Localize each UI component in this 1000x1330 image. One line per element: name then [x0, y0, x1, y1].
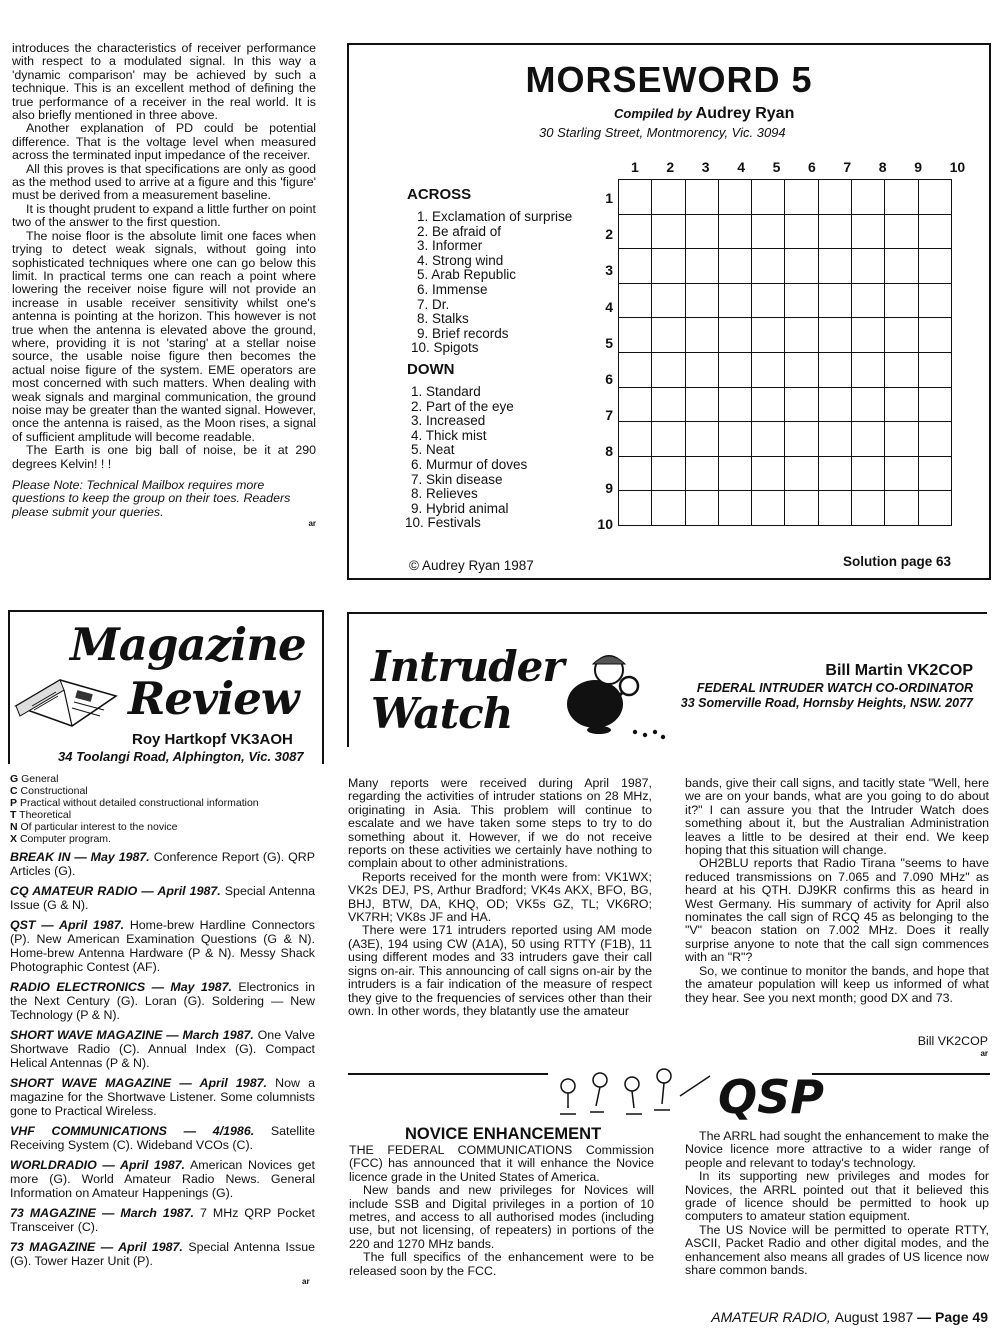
review-entry	[10, 850, 315, 878]
grid-cell[interactable]	[718, 422, 751, 457]
intruder-title-2: Watch	[371, 689, 513, 738]
review-entry-source: CQ AMATEUR RADIO — April 1987.	[10, 884, 221, 898]
grid-column-number: 9	[914, 159, 922, 175]
legend-item	[10, 773, 320, 785]
legend-text: Theoretical	[19, 809, 72, 821]
clue-item: 2. Part of the eye	[411, 398, 514, 414]
grid-cell[interactable]	[785, 456, 818, 491]
grid-cell[interactable]	[685, 491, 718, 526]
morseword-box	[347, 43, 991, 580]
grid-cell[interactable]	[752, 422, 785, 457]
grid-column-number: 4	[737, 159, 745, 175]
legend-code: T	[10, 809, 17, 821]
grid-row-number: 9	[605, 479, 613, 496]
review-address: 34 Toolangi Road, Alphington, Vic. 3087	[58, 749, 304, 764]
grid-cell[interactable]	[885, 318, 918, 353]
intruder-paragraph: There were 171 intruders reported using AM mode (A3E), 194 using CW (A1A), 50 using RTTY (F1B), 11 using different modes and 33 intruders gave their call signs on-air. This announcing of call signs on-air by the intruders is a fair indication of the measure of respect they give to the frequencies of services other than their own. In other words, they blatantly use the amateur	[348, 923, 652, 1018]
grid-cell[interactable]	[918, 180, 951, 215]
review-entry-text: Now a magazine for the Shortwave Listener. Some columnists gone to Practical Wireless.	[10, 1076, 315, 1118]
grid-cell[interactable]	[918, 318, 951, 353]
grid-cell[interactable]	[718, 456, 751, 491]
legend-item	[10, 809, 320, 821]
grid-cell[interactable]	[685, 249, 718, 284]
review-entry-source: 73 MAGAZINE — April 1987.	[10, 1240, 183, 1254]
grid-row-number: 3	[605, 262, 613, 279]
grid-cell[interactable]	[685, 422, 718, 457]
review-entry	[10, 1028, 315, 1070]
grid-cell[interactable]	[752, 352, 785, 387]
review-entry-source: WORLDRADIO — April 1987.	[10, 1158, 185, 1172]
review-legend	[10, 773, 320, 845]
intruder-paragraph: Many reports were received during April 1987, regarding the activities of intruder stations on 28 MHz, originating in Asia. This problem will continue to escalate and we have taken some steps to try to do something about it. However, if we do not receive reports on these activities we certainly have nothing to complain about to other administrations.	[348, 776, 652, 871]
review-entry	[10, 1158, 315, 1200]
grid-cell[interactable]	[652, 491, 685, 526]
legend-item	[10, 785, 320, 797]
grid-cell[interactable]	[818, 249, 851, 284]
footer-date: August 1987	[834, 1309, 914, 1325]
article-paragraph: introduces the characteristics of receiver performance with respect to a modulated signal. In this way a 'dynamic comparison' may be achieved by such a technique. This is an excellent method of defining the true performance of a receiver in the real world. It is also briefly mentioned in three above.	[12, 41, 316, 123]
grid-cell[interactable]	[652, 283, 685, 318]
intruder-paragraph: Reports received for the month were from: VK1WX; VK2s DEJ, PS, Arthur Bradford; VK4s AKX, BFO, BG, BHJ, BTW, DA, KHQ, OD; VK5s GZ, TL; VK6RO; VK7RH; VK8s JF and HA.	[348, 869, 652, 925]
grid-cell[interactable]	[718, 283, 751, 318]
clue-item: 1. Standard	[411, 384, 481, 399]
morseword-title: MORSEWORD 5	[525, 59, 813, 100]
review-entry-source: 73 MAGAZINE — March 1987.	[10, 1206, 194, 1220]
grid-cell[interactable]	[652, 249, 685, 284]
grid-cell[interactable]	[685, 180, 718, 215]
grid-cell[interactable]	[785, 180, 818, 215]
grid-cell[interactable]	[785, 387, 818, 422]
review-entry	[10, 980, 315, 1022]
grid-cell[interactable]	[652, 352, 685, 387]
grid-cell[interactable]	[885, 180, 918, 215]
review-entry-source: RADIO ELECTRONICS — May 1987.	[10, 980, 232, 994]
mailbox-note: Please Note: Technical Mailbox requires more questions to keep the group on their toes. Readers please submit your queries.	[12, 478, 291, 519]
grid-cell[interactable]	[818, 180, 851, 215]
compiler-name: Audrey Ryan	[695, 105, 795, 122]
grid-cell[interactable]	[619, 318, 652, 353]
grid-cell[interactable]	[718, 214, 751, 249]
morseword-copyright: © Audrey Ryan 1987	[409, 558, 534, 573]
grid-cell[interactable]	[652, 422, 685, 457]
article-paragraph: Another explanation of PD could be potential difference. That is the voltage level when measured across the terminated input impedance of the receiver.	[12, 121, 316, 163]
legend-code: G	[10, 773, 19, 785]
grid-column-numbers	[619, 159, 979, 179]
grid-cell[interactable]	[718, 491, 751, 526]
grid-row-number: 10	[597, 515, 613, 532]
grid-cell[interactable]	[785, 283, 818, 318]
intruder-paragraph: bands, give their call signs, and tacitly state "Well, here we are on your bands, what are you going to do about it?" I can assure you that the Intruder Watch does something about it, but the Australian Administration leaves a little to be desired at their end. We keep hoping that this situation will change.	[685, 776, 989, 858]
magazine-review-title-2: Review	[128, 672, 299, 725]
review-entry-source: SHORT WAVE MAGAZINE — March 1987.	[10, 1028, 254, 1042]
page-footer	[711, 1309, 988, 1325]
grid-cell[interactable]	[818, 283, 851, 318]
footer-magazine: AMATEUR RADIO,	[711, 1309, 831, 1325]
magazine-review-header	[8, 610, 324, 764]
clue-item: 8. Relieves	[411, 486, 478, 502]
grid-column-number: 8	[878, 159, 887, 175]
grid-cell[interactable]	[885, 283, 918, 318]
grid-column-number: 3	[701, 159, 710, 175]
grid-cell[interactable]	[685, 456, 718, 491]
review-entry-text: Special Antenna Issue (G). Tower Hazer Unit (P).	[10, 1240, 315, 1268]
review-entry-text: 7 MHz QRP Pocket Transceiver (C).	[10, 1206, 315, 1234]
grid-cell[interactable]	[852, 214, 885, 249]
clue-item: 7. Dr.	[417, 296, 450, 312]
grid-cell[interactable]	[918, 491, 951, 526]
grid-cell[interactable]	[619, 387, 652, 422]
legend-item	[10, 797, 320, 809]
grid-cell[interactable]	[685, 352, 718, 387]
grid-cell[interactable]	[818, 214, 851, 249]
clue-item: 1. Exclamation of surprise	[417, 209, 573, 224]
review-entry	[10, 884, 315, 912]
clue-item: 2. Be afraid of	[417, 223, 502, 239]
grid-row-number: 1	[605, 190, 613, 206]
qsp-rule-right	[812, 1073, 990, 1075]
grid-cell[interactable]	[918, 283, 951, 318]
grid-cell[interactable]	[852, 352, 885, 387]
intruder-title-1: Intruder	[371, 642, 564, 691]
qsp-heading: NOVICE ENHANCEMENT	[405, 1125, 602, 1143]
intruder-watch-header	[347, 612, 987, 747]
article-paragraph: All this proves is that specifications are only as good as the method used to arrive at a figure and this 'figure' must be derived from a measurement baseline.	[12, 161, 316, 203]
grid-cell[interactable]	[685, 214, 718, 249]
grid-cell[interactable]	[718, 318, 751, 353]
intruder-column-2	[685, 777, 989, 1005]
grid-cell[interactable]	[718, 249, 751, 284]
review-entry-text: Satellite Receiving System (C). Wideband VCOs (C).	[10, 1124, 315, 1152]
review-entry-text: Electronics in the Next Century (G). Loran (G). Soldering — New Technology (P & N).	[10, 980, 315, 1022]
review-entry-source: BREAK IN — May 1987.	[10, 850, 150, 864]
review-entries	[10, 850, 315, 1274]
intruder-address: 33 Somerville Road, Hornsby Heights, NSW. 2077	[680, 696, 973, 710]
legend-code: X	[10, 833, 18, 845]
grid-cell[interactable]	[652, 318, 685, 353]
intruder-signoff: Bill VK2COP	[917, 1034, 988, 1048]
clue-item: 3. Increased	[411, 413, 486, 429]
grid-cell[interactable]	[885, 491, 918, 526]
grid-cell[interactable]	[619, 352, 652, 387]
grid-cell[interactable]	[619, 456, 652, 491]
grid-column-number: 2	[666, 159, 675, 175]
grid-cell[interactable]	[652, 387, 685, 422]
qsp-paragraph: THE FEDERAL COMMUNICATIONS Commission (FCC) has announced that it will enhance the Novice licence grade in the United States of America.	[349, 1143, 654, 1184]
clue-item: 8. Stalks	[417, 311, 469, 327]
clue-item: 6. Murmur of doves	[411, 456, 528, 472]
review-entry	[10, 1124, 315, 1152]
qsp-paragraph: The full specifics of the enhancement were to be released soon by the FCC.	[349, 1250, 654, 1278]
grid-cell[interactable]	[885, 456, 918, 491]
grid-cell[interactable]	[718, 387, 751, 422]
legend-code: N	[10, 821, 18, 833]
grid-cell[interactable]	[652, 214, 685, 249]
review-entry-text: Special Antenna Issue (G & N).	[10, 884, 316, 912]
clue-item: 4. Strong wind	[417, 252, 504, 268]
intruder-column-1	[348, 777, 652, 1018]
grid-cell[interactable]	[619, 214, 652, 249]
qsp-logo: QSP	[718, 1070, 824, 1124]
grid-column-number: 7	[843, 159, 852, 175]
legend-text: Of particular interest to the novice	[20, 821, 178, 833]
legend-code: C	[10, 785, 18, 797]
review-entry	[10, 1240, 315, 1268]
intruder-paragraph: So, we continue to monitor the bands, and hope that the amateur population will keep us informed of what they hear. See you next month; good DX and 73.	[685, 963, 989, 1005]
grid-cell[interactable]	[785, 352, 818, 387]
grid-cell[interactable]	[718, 352, 751, 387]
review-entry-source: QST — April 1987.	[10, 918, 125, 932]
intruder-paragraph: OH2BLU reports that Radio Tirana "seems to have reduced transmissions on 7.065 and 7.090 MHz" as heard at his QTH. DJ9KR confirms this as heard in West Germany. His summary of activity for April also nominates the call sign of RCQ 45 as belonging to the "V" beacon station on 7.002 MHz. Does it really surprise anyone to note that the call sign commences with an "R"?	[685, 856, 989, 965]
grid-cell[interactable]	[785, 214, 818, 249]
grid-cell[interactable]	[918, 249, 951, 284]
article-paragraph: The noise floor is the absolute limit one faces when trying to detect weak signals, without going into sophisticated techniques where one can go below this limit. In practical terms one can reach a point where lowering the receiver noise figure will not provide an increase in usable receiver sensitivity whilst one's antenna is pointing at the horizon. This however is not true when the antenna is elevated above the ground, where, providing it is not 'staring' at a stellar noise source, the usable noise figure then becomes the actual noise figure of the system. EME operators are most concerned with such matters. When dealing with weak signals and marginal communication, the ground noise may be greater than the wanted signal. However, once the antenna is raised, as the Moon rises, a signal of sufficient amplitude will become readable.	[12, 228, 316, 444]
grid-cell[interactable]	[752, 318, 785, 353]
intruder-end-mark: ar	[980, 1049, 988, 1058]
clue-item: 9. Hybrid animal	[411, 500, 509, 516]
qsp-column-2	[685, 1130, 989, 1277]
clue-item: 3. Informer	[417, 238, 483, 254]
grid-column-number: 10	[949, 159, 966, 175]
grid-cell[interactable]	[818, 491, 851, 526]
compiled-by	[614, 105, 794, 123]
grid-cell[interactable]	[619, 422, 652, 457]
grid-cell[interactable]	[852, 491, 885, 526]
intruder-top-rule	[347, 612, 987, 614]
grid-cell[interactable]	[752, 180, 785, 215]
intruder-role: FEDERAL INTRUDER WATCH CO-ORDINATOR	[696, 681, 973, 695]
clue-item: 9. Brief records	[417, 325, 509, 341]
grid-cell[interactable]	[685, 387, 718, 422]
qsp-paragraph: In its supporting new privileges and modes for Novices, the ARRL pointed out that it believed this grade of licence should be permitted to hook up computers to amateur station equipment.	[685, 1169, 989, 1224]
grid-cell[interactable]	[852, 318, 885, 353]
review-entry-text: American Novices get more (G). World Amateur Radio News. General Information on Amateur Happenings (G).	[10, 1158, 315, 1200]
clue-item: 5. Arab Republic	[417, 267, 517, 283]
article-paragraph: The Earth is one big ball of noise, be it at 290 degrees Kelvin! ! !	[12, 443, 316, 471]
grid-cell[interactable]	[918, 387, 951, 422]
grid-cell[interactable]	[785, 249, 818, 284]
grid-cell[interactable]	[818, 352, 851, 387]
across-clues	[411, 210, 572, 356]
grid-cell[interactable]	[818, 456, 851, 491]
grid-cell[interactable]	[752, 387, 785, 422]
grid-cell[interactable]	[685, 318, 718, 353]
legend-text: General	[21, 773, 59, 785]
grid-cell[interactable]	[818, 318, 851, 353]
grid-column-number: 5	[772, 159, 781, 175]
grid-cell[interactable]	[785, 491, 818, 526]
grid-cell[interactable]	[818, 387, 851, 422]
grid-cell[interactable]	[619, 249, 652, 284]
qsp-rule-left	[348, 1073, 548, 1075]
legend-text: Constructional	[20, 785, 88, 797]
legend-text: Computer program.	[19, 833, 111, 845]
grid-row-number: 7	[605, 407, 613, 424]
grid-cell[interactable]	[885, 387, 918, 422]
review-entry	[10, 1206, 315, 1234]
grid-column-number: 6	[808, 159, 816, 175]
review-entry-text: Conference Report (G). QRP Articles (G).	[10, 850, 315, 878]
grid-cell[interactable]	[852, 283, 885, 318]
clue-item: 5. Neat	[411, 442, 455, 458]
grid-cell[interactable]	[885, 249, 918, 284]
magazine-illustration	[12, 666, 122, 736]
clue-item: 7. Skin disease	[411, 471, 503, 487]
article-paragraph: It is thought prudent to expand a little further on point two of the answer to the first question.	[12, 201, 316, 230]
grid-cell[interactable]	[752, 249, 785, 284]
grid-row-number: 8	[605, 443, 613, 460]
grid-cell[interactable]	[785, 422, 818, 457]
qsp-paragraph: The ARRL had sought the enhancement to make the Novice licence more attractive to a wider range of people and relevant to today's technology.	[685, 1129, 989, 1170]
down-heading: DOWN	[407, 361, 455, 378]
compiled-by-label: Compiled by	[614, 106, 693, 121]
review-entry-text: Home-brew Hardline Connectors (P). New American Examination Questions (G & N). Home-brew Antenna Hardware (P & N). Messy Shack Photographic Contest (AF).	[10, 918, 315, 974]
insects-illustration	[550, 1066, 720, 1126]
grid-row-numbers	[593, 180, 615, 540]
grid-cell[interactable]	[619, 180, 652, 215]
solution-ref: Solution page 63	[843, 554, 952, 569]
grid-row-number: 5	[605, 334, 613, 351]
grid-cell[interactable]	[852, 387, 885, 422]
grid-cell[interactable]	[652, 456, 685, 491]
clue-item: 10. Festivals	[405, 515, 481, 531]
end-mark: ar	[308, 519, 316, 529]
grid-cell[interactable]	[918, 352, 951, 387]
review-author: Roy Hartkopf VK3AOH	[132, 731, 293, 748]
grid-cell[interactable]	[885, 214, 918, 249]
compiler-address: 30 Starling Street, Montmorency, Vic. 3094	[539, 125, 786, 140]
grid-cell[interactable]	[885, 422, 918, 457]
clue-item: 10. Spigots	[411, 340, 479, 356]
grid-cell[interactable]	[852, 180, 885, 215]
grid-column-number: 1	[631, 159, 639, 175]
grid-cell[interactable]	[619, 283, 652, 318]
review-entry	[10, 1076, 315, 1118]
qsp-column-1	[349, 1144, 654, 1278]
grid-cell[interactable]	[885, 352, 918, 387]
grid-cell[interactable]	[918, 214, 951, 249]
grid-cell[interactable]	[852, 456, 885, 491]
grid-cell[interactable]	[818, 422, 851, 457]
grid-cell[interactable]	[685, 283, 718, 318]
footer-page: — Page 49	[917, 1309, 988, 1325]
clue-item: 4. Thick mist	[411, 427, 487, 443]
intruder-left-rule	[347, 612, 349, 747]
grid-cell[interactable]	[752, 491, 785, 526]
magazine-review-title-1: Magazine	[70, 618, 306, 671]
grid-cell[interactable]	[752, 456, 785, 491]
grid-cell[interactable]	[718, 180, 751, 215]
qsp-paragraph: The US Novice will be permitted to operate RTTY, ASCII, Packet Radio and other digital modes, and the enhancement also means all grades of US licence now share common bands.	[685, 1222, 989, 1278]
legend-code: P	[10, 797, 18, 809]
grid-cell[interactable]	[852, 249, 885, 284]
legend-text: Practical without detailed constructional information	[19, 797, 259, 809]
grid-cell[interactable]	[918, 456, 951, 491]
grid-row-number: 6	[605, 371, 613, 387]
review-end-mark: ar	[302, 1277, 310, 1286]
legend-item	[10, 833, 320, 845]
left-article-column	[12, 42, 316, 528]
grid-cell[interactable]	[852, 422, 885, 457]
review-entry-source: VHF COMMUNICATIONS — 4/1986.	[10, 1124, 255, 1138]
detective-illustration	[559, 642, 669, 742]
review-entry-text: One Valve Shortwave Radio (C). Annual Index (G). Compact Helical Antennas (P & N).	[10, 1028, 315, 1070]
intruder-author: Bill Martin VK2COP	[825, 662, 973, 679]
grid-row-number: 4	[605, 298, 613, 315]
grid-cell[interactable]	[652, 180, 685, 215]
grid-cell[interactable]	[918, 422, 951, 457]
review-entry	[10, 918, 315, 974]
grid-cell[interactable]	[752, 283, 785, 318]
across-heading: ACROSS	[407, 186, 472, 203]
qsp-paragraph: New bands and new privileges for Novices will include SSB and Digital privileges in a portion of 10 metres, and access to all authorised modes (including use, but not licensing, of repeaters) in portions of the 220 and 1270 MHz bands.	[349, 1183, 654, 1251]
clue-item: 6. Immense	[417, 281, 488, 297]
crossword-grid	[618, 179, 952, 526]
review-entry-source: SHORT WAVE MAGAZINE — April 1987.	[10, 1076, 267, 1090]
legend-item	[10, 821, 320, 833]
grid-cell[interactable]	[785, 318, 818, 353]
down-clues	[405, 385, 527, 531]
grid-cell[interactable]	[619, 491, 652, 526]
grid-row-number: 2	[605, 226, 613, 243]
grid-cell[interactable]	[752, 214, 785, 249]
